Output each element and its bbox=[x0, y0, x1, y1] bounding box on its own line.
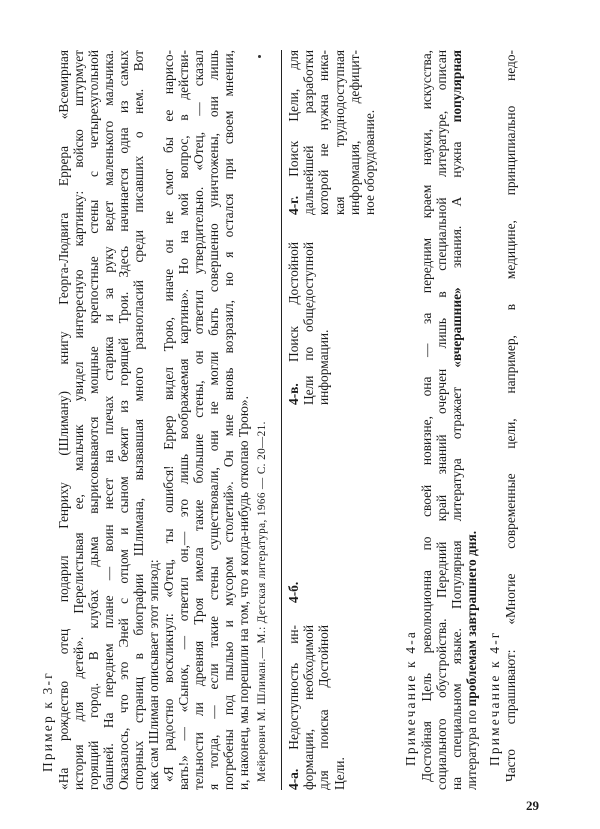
example-paragraph-line: спорных страниц в биографии Шлимана, вызвавшая много разногласий среди писавших о нем. Вот bbox=[131, 50, 146, 790]
example-paragraph-line: горящий город. В клубах дыма вырисовываются мощные крепостные стены с четырехугольной bbox=[86, 50, 101, 790]
table-cell-4a bbox=[286, 625, 347, 790]
cell-line: для поиска Достойной bbox=[316, 625, 332, 790]
cell-line: кая труднодоступная bbox=[331, 50, 347, 215]
table-cell-4g bbox=[286, 50, 377, 215]
table-top-rule bbox=[281, 50, 282, 790]
note-4g-line: Часто спрашивают: «Многие современные цели, например, в медицине, принципиально недо- bbox=[503, 50, 518, 782]
quote-line: погребены под пылью и мусором столетий». Он мне вновь возразил, но я остался при своем мнении, bbox=[221, 50, 236, 790]
note-4a-heading: Примечание к 4-а bbox=[403, 629, 418, 766]
note-4a-line: социального обустройства. Передний край знаний очерчен лишь в специальной литературе, описан bbox=[434, 50, 449, 790]
cell-line: ное оборудование. bbox=[362, 109, 378, 215]
cell-line: дальнейшей разработки bbox=[301, 50, 317, 215]
cell-line: которой не нужна ника- bbox=[316, 50, 332, 215]
example-paragraph-line: башней. На переднем плане — воин несет на плечах старика и за руку ведет маленького мальчика. bbox=[101, 50, 116, 790]
cell-line: 4-г. Поиск Цели, для bbox=[286, 50, 301, 215]
cell-line: 4-в. Поиск Достойной bbox=[286, 242, 301, 405]
quote-line: и, наконец, мы порешили на том, что я когда-нибудь откопаю Трою». bbox=[236, 396, 251, 790]
quote-line: вать!» — «Сынок, — ответил он,— это лишь воображаемая картина». Но на мой вопрос, в действи- bbox=[176, 50, 191, 790]
example-paragraph-line: «На рождество отец подарил Генриху (Шлиману) книгу Георга-Людвига Еррера «Всемирная bbox=[56, 50, 71, 790]
note-4a-line: Достойная Цель революционна по своей новизне, она — за передним краем науки, искусства, bbox=[419, 50, 434, 782]
quote-line: «Я радостно воскликнул: «Отец, ты ошибся! Еррер видел Трою, иначе он не смог бы ее нарисо- bbox=[161, 50, 176, 782]
rotated-page-content bbox=[28, 50, 568, 790]
example-heading: Пример к 3-г bbox=[40, 671, 55, 772]
example-paragraph-line: история для детей». Перелистывая ее, мальчик увидел интересную картинку: войско штурмует bbox=[71, 50, 86, 790]
printed-dot bbox=[258, 55, 261, 58]
quote-line: я тогда, — если такие стены существовали, они не могли быть совершенно уничтожены, они лишь bbox=[206, 50, 221, 790]
quote-line: тельности ли древняя Троя имела такие большие стены, он ответил утвердительно. «Отец, — сказал bbox=[191, 50, 206, 790]
citation: Мейерович М. Шлиман.— М.: Детская литература, 1966 — С. 20—21. bbox=[256, 421, 268, 782]
page-number: 29 bbox=[526, 798, 539, 813]
cell-line: информация, дефицит- bbox=[346, 50, 362, 215]
cell-line: информации. bbox=[316, 329, 332, 405]
example-paragraph-line: как сам Шлиман описывает этот эпизод: bbox=[146, 559, 161, 790]
cell-line: Цели. bbox=[331, 757, 347, 790]
note-4a-line: на специальном языке. Популярная литература отражает «вчерашние» знания. А нужна популярная bbox=[449, 50, 464, 790]
table-cell-4b bbox=[286, 523, 301, 603]
note-4a-line: литература по проблемам завтрашнего дня. bbox=[464, 530, 479, 790]
example-paragraph-line: Оказалось, что это Эней с отцом и сыном бежит из горящей Трои. Здесь начинается одна из самых bbox=[116, 50, 131, 790]
table-cell-4v bbox=[286, 242, 332, 405]
cell-line: 4-а. Недоступность ин- bbox=[286, 625, 301, 790]
cell-line: формации, необходимой bbox=[301, 625, 317, 790]
cell-line: 4-б. bbox=[286, 581, 301, 603]
note-4g-heading: Примечание к 4-г bbox=[487, 630, 502, 766]
cell-line: Цели по общедоступной bbox=[301, 242, 317, 405]
